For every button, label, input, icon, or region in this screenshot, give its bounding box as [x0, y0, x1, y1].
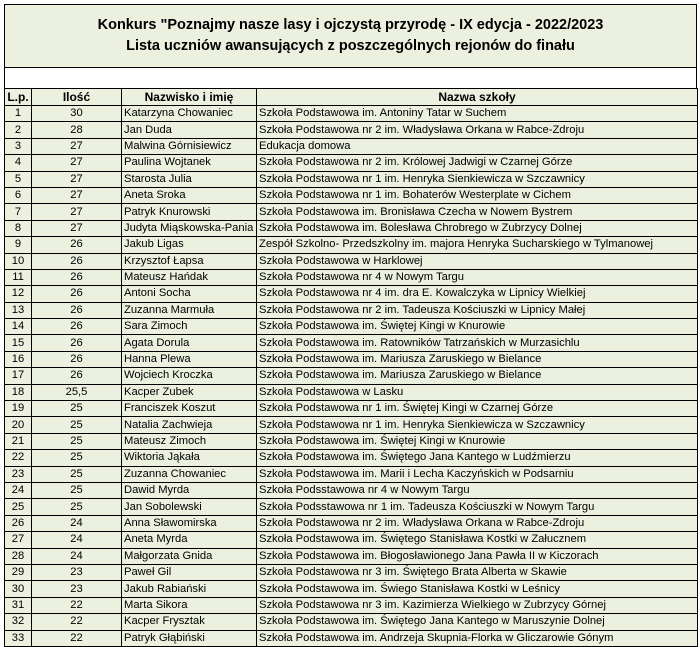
- cell-lp: 27: [5, 532, 32, 548]
- cell-ilosc: 26: [32, 286, 122, 302]
- cell-school: Szkoła Podstawowa im. Antoniny Tatar w Suchem: [257, 106, 698, 122]
- cell-school: Szkoła Podstawowa nr 1 im. Henryka Sienkiewicza w Szczawnicy: [257, 171, 698, 187]
- table-row: [5, 630, 698, 646]
- cell-school: Edukacja domowa: [257, 138, 698, 154]
- table-row: [5, 220, 698, 236]
- table-row: [5, 581, 698, 597]
- cell-name: Patryk Głąbiński: [122, 630, 257, 646]
- cell-name: Jakub Ligas: [122, 237, 257, 253]
- cell-lp: 8: [5, 220, 32, 236]
- cell-lp: 24: [5, 482, 32, 498]
- cell-school: Szkoła Podstawowa im. Mariusza Zaruskiego w Bielance: [257, 351, 698, 367]
- cell-lp: 32: [5, 614, 32, 630]
- cell-lp: 14: [5, 319, 32, 335]
- cell-ilosc: 27: [32, 204, 122, 220]
- table-row: [5, 138, 698, 154]
- table-row: [5, 417, 698, 433]
- cell-name: Kacper Frysztak: [122, 614, 257, 630]
- cell-ilosc: 24: [32, 515, 122, 531]
- cell-school: Szkoła Podstawowa nr 2 im. Królowej Jadwigi w Czarnej Górze: [257, 155, 698, 171]
- cell-ilosc: 26: [32, 368, 122, 384]
- cell-lp: 4: [5, 155, 32, 171]
- cell-name: Patryk Knurowski: [122, 204, 257, 220]
- cell-name: Agata Dorula: [122, 335, 257, 351]
- table-row: [5, 351, 698, 367]
- cell-ilosc: 25: [32, 450, 122, 466]
- cell-ilosc: 27: [32, 138, 122, 154]
- table-row: [5, 204, 698, 220]
- cell-name: Paweł Gil: [122, 564, 257, 580]
- cell-lp: 23: [5, 466, 32, 482]
- table-row: [5, 171, 698, 187]
- cell-school: Szkoła Podstawowa im. Bolesława Chrobrego w Zubrzycy Dolnej: [257, 220, 698, 236]
- cell-lp: 26: [5, 515, 32, 531]
- cell-school: Szkoła Podstawowa im. Marii i Lecha Kaczyńskich w Podsarniu: [257, 466, 698, 482]
- cell-name: Wiktoria Jąkała: [122, 450, 257, 466]
- table-row: [5, 532, 698, 548]
- cell-name: Zuzanna Chowaniec: [122, 466, 257, 482]
- page-subtitle: Lista uczniów awansujących z poszczególnych rejonów do finału: [126, 38, 575, 54]
- table-header-row: [5, 89, 698, 106]
- cell-lp: 20: [5, 417, 32, 433]
- spreadsheet: [4, 4, 697, 647]
- cell-lp: 15: [5, 335, 32, 351]
- table-row: [5, 335, 698, 351]
- cell-name: Sara Zimoch: [122, 319, 257, 335]
- cell-name: Aneta Myrda: [122, 532, 257, 548]
- cell-ilosc: 22: [32, 597, 122, 613]
- cell-ilosc: 27: [32, 171, 122, 187]
- cell-lp: 30: [5, 581, 32, 597]
- table-row: [5, 499, 698, 515]
- column-header-name: Nazwisko i imię: [122, 89, 257, 106]
- cell-school: Szkoła Podstawowa im. Świętego Jana Kantego w Maruszynie Dolnej: [257, 614, 698, 630]
- cell-ilosc: 22: [32, 614, 122, 630]
- cell-lp: 9: [5, 237, 32, 253]
- cell-name: Judyta Miąskowska-Pania: [122, 220, 257, 236]
- cell-school: Szkoła Podstawowa w Lasku: [257, 384, 698, 400]
- cell-ilosc: 26: [32, 269, 122, 285]
- cell-ilosc: 26: [32, 351, 122, 367]
- cell-ilosc: 25: [32, 433, 122, 449]
- cell-lp: 33: [5, 630, 32, 646]
- title-box: [4, 4, 697, 68]
- column-header-lp: L.p.: [5, 89, 32, 106]
- cell-school: Szkoła Podstawowa nr 2 im. Władysława Orkana w Rabce-Zdroju: [257, 515, 698, 531]
- cell-ilosc: 27: [32, 220, 122, 236]
- cell-school: Szkoła Podstawowa im. Błogosławionego Jana Pawła II w Kiczorach: [257, 548, 698, 564]
- cell-name: Antoni Socha: [122, 286, 257, 302]
- cell-name: Hanna Plewa: [122, 351, 257, 367]
- cell-name: Mateusz Hańdak: [122, 269, 257, 285]
- cell-name: Jakub Rabiański: [122, 581, 257, 597]
- cell-lp: 19: [5, 401, 32, 417]
- cell-school: Szkoła Podstawowa nr 1 im. Bohaterów Westerplate w Cichem: [257, 187, 698, 203]
- finalists-table: [4, 88, 698, 647]
- cell-name: Katarzyna Chowaniec: [122, 106, 257, 122]
- cell-ilosc: 23: [32, 581, 122, 597]
- cell-ilosc: 27: [32, 187, 122, 203]
- table-row: [5, 433, 698, 449]
- cell-school: Szkoła Podstawowa nr 4 im. dra E. Kowalczyka w Lipnicy Wielkiej: [257, 286, 698, 302]
- cell-lp: 11: [5, 269, 32, 285]
- cell-lp: 17: [5, 368, 32, 384]
- cell-ilosc: 25: [32, 499, 122, 515]
- cell-lp: 12: [5, 286, 32, 302]
- table-row: [5, 482, 698, 498]
- cell-lp: 6: [5, 187, 32, 203]
- cell-ilosc: 25,5: [32, 384, 122, 400]
- cell-name: Krzysztof Łapsa: [122, 253, 257, 269]
- cell-ilosc: 26: [32, 253, 122, 269]
- cell-lp: 25: [5, 499, 32, 515]
- spacer-row: [4, 68, 697, 88]
- cell-ilosc: 25: [32, 482, 122, 498]
- cell-ilosc: 28: [32, 122, 122, 138]
- table-row: [5, 269, 698, 285]
- table-row: [5, 450, 698, 466]
- cell-ilosc: 26: [32, 335, 122, 351]
- cell-ilosc: 26: [32, 237, 122, 253]
- cell-name: Zuzanna Marmuła: [122, 302, 257, 318]
- cell-name: Franciszek Koszut: [122, 401, 257, 417]
- cell-name: Kacper Zubek: [122, 384, 257, 400]
- cell-school: Szkoła Podstawowa im. Mariusza Zaruskiego w Bielance: [257, 368, 698, 384]
- cell-name: Natalia Zachwieja: [122, 417, 257, 433]
- cell-school: Szkoła Podstawowa im. Bronisława Czecha w Nowem Bystrem: [257, 204, 698, 220]
- cell-lp: 13: [5, 302, 32, 318]
- column-header-school: Nazwa szkoły: [257, 89, 698, 106]
- table-row: [5, 401, 698, 417]
- cell-school: Szkoła Podstawowa im. Andrzeja Skupnia-Florka w Gliczarowie Gónym: [257, 630, 698, 646]
- cell-school: Szkoła Podstawowa im. Świętego Jana Kantego w Ludźmierzu: [257, 450, 698, 466]
- cell-ilosc: 30: [32, 106, 122, 122]
- cell-name: Anna Sławomirska: [122, 515, 257, 531]
- cell-name: Marta Sikora: [122, 597, 257, 613]
- cell-school: Szkoła Podstawowa nr 3 im. Świętego Brata Alberta w Skawie: [257, 564, 698, 580]
- cell-name: Małgorzata Gnida: [122, 548, 257, 564]
- table-row: [5, 302, 698, 318]
- cell-name: Mateusz Zimoch: [122, 433, 257, 449]
- table-row: [5, 122, 698, 138]
- cell-ilosc: 25: [32, 466, 122, 482]
- cell-school: Szkoła Podstawowa im. Świętej Kingi w Knurowie: [257, 319, 698, 335]
- cell-ilosc: 25: [32, 401, 122, 417]
- cell-ilosc: 22: [32, 630, 122, 646]
- table-row: [5, 384, 698, 400]
- cell-lp: 16: [5, 351, 32, 367]
- table-body: [5, 106, 698, 647]
- cell-lp: 31: [5, 597, 32, 613]
- cell-school: Szkoła Podstawowa im. Świego Stanisława Kostki w Leśnicy: [257, 581, 698, 597]
- table-row: [5, 564, 698, 580]
- cell-lp: 3: [5, 138, 32, 154]
- cell-school: Szkoła Podsstawowa nr 4 w Nowym Targu: [257, 482, 698, 498]
- cell-name: Jan Duda: [122, 122, 257, 138]
- table-row: [5, 319, 698, 335]
- cell-name: Starosta Julia: [122, 171, 257, 187]
- cell-school: Szkoła Podstawowa nr 4 w Nowym Targu: [257, 269, 698, 285]
- table-row: [5, 548, 698, 564]
- table-row: [5, 466, 698, 482]
- cell-lp: 29: [5, 564, 32, 580]
- cell-school: Szkoła Podstawowa im. Ratowników Tatrzańskich w Murzasichlu: [257, 335, 698, 351]
- cell-lp: 18: [5, 384, 32, 400]
- cell-ilosc: 25: [32, 417, 122, 433]
- cell-ilosc: 27: [32, 155, 122, 171]
- cell-name: Paulina Wojtanek: [122, 155, 257, 171]
- cell-lp: 1: [5, 106, 32, 122]
- table-row: [5, 237, 698, 253]
- cell-ilosc: 26: [32, 302, 122, 318]
- cell-school: Szkoła Podsstawowa nr 1 im. Tadeusza Kościuszki w Nowym Targu: [257, 499, 698, 515]
- table-row: [5, 187, 698, 203]
- cell-school: Szkoła Podstawowa nr 1 im. Świętej Kingi w Czarnej Górze: [257, 401, 698, 417]
- cell-name: Malwina Górnisiewicz: [122, 138, 257, 154]
- cell-school: Szkoła Podstawowa w Harklowej: [257, 253, 698, 269]
- cell-ilosc: 24: [32, 548, 122, 564]
- column-header-ilosc: Ilość: [32, 89, 122, 106]
- cell-ilosc: 24: [32, 532, 122, 548]
- cell-school: Szkoła Podstawowa nr 2 im. Tadeusza Kościuszki w Lipnicy Małej: [257, 302, 698, 318]
- cell-lp: 2: [5, 122, 32, 138]
- cell-ilosc: 26: [32, 319, 122, 335]
- page-title: Konkurs "Poznajmy nasze lasy i ojczystą przyrodę - IX edycja - 2022/2023: [97, 17, 604, 33]
- cell-school: Szkoła Podstawowa im. Świętego Stanisława Kostki w Załucznem: [257, 532, 698, 548]
- cell-school: Szkoła Podstawowa nr 1 im. Henryka Sienkiewicza w Szczawnicy: [257, 417, 698, 433]
- cell-lp: 21: [5, 433, 32, 449]
- cell-school: Szkoła Podstawowa nr 3 im. Kazimierza Wielkiego w Zubrzycy Górnej: [257, 597, 698, 613]
- table-row: [5, 155, 698, 171]
- table-row: [5, 106, 698, 122]
- table-row: [5, 253, 698, 269]
- cell-school: Szkoła Podstawowa nr 2 im. Władysława Orkana w Rabce-Zdroju: [257, 122, 698, 138]
- cell-name: Dawid Myrda: [122, 482, 257, 498]
- cell-school: Zespół Szkolno- Przedszkolny im. majora Henryka Sucharskiego w Tylmanowej: [257, 237, 698, 253]
- table-row: [5, 614, 698, 630]
- cell-name: Aneta Sroka: [122, 187, 257, 203]
- table-row: [5, 368, 698, 384]
- table-row: [5, 597, 698, 613]
- cell-name: Jan Sobolewski: [122, 499, 257, 515]
- cell-name: Wojciech Kroczka: [122, 368, 257, 384]
- cell-ilosc: 23: [32, 564, 122, 580]
- table-row: [5, 286, 698, 302]
- cell-lp: 22: [5, 450, 32, 466]
- cell-lp: 5: [5, 171, 32, 187]
- cell-lp: 28: [5, 548, 32, 564]
- cell-lp: 7: [5, 204, 32, 220]
- cell-lp: 10: [5, 253, 32, 269]
- cell-school: Szkoła Podstawowa im. Świętej Kingi w Knurowie: [257, 433, 698, 449]
- table-row: [5, 515, 698, 531]
